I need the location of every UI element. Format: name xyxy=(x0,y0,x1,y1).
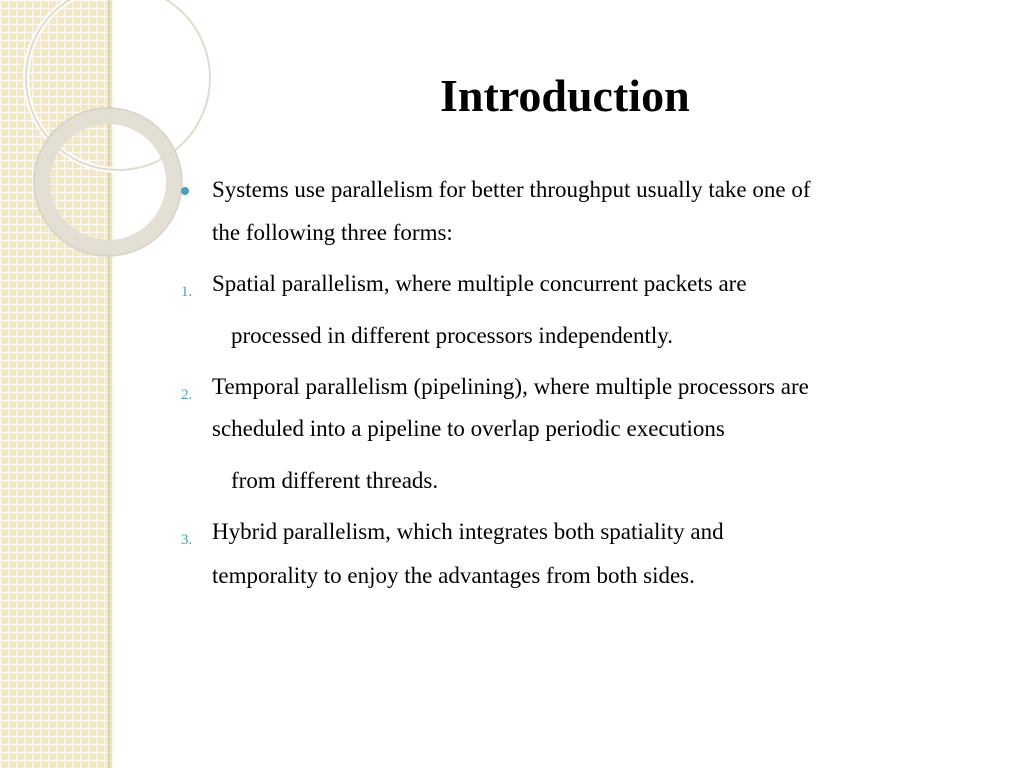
list-number: 3. xyxy=(181,532,193,548)
list-item-line: Temporal parallelism (pipelining), where multiple processors are xyxy=(212,374,809,399)
list-item-line: temporality to enjoy the advantages from both sides. xyxy=(212,563,695,588)
list-item-line: Spatial parallelism, where multiple concurrent packets are xyxy=(212,271,747,296)
bullet-icon xyxy=(181,187,189,195)
list-item-line: Hybrid parallelism, which integrates both spatiality and xyxy=(212,519,724,544)
list-number: 1. xyxy=(181,284,193,300)
list-item-line: processed in different processors independently. xyxy=(231,323,673,348)
list-item-line: from different threads. xyxy=(231,468,439,493)
bullet-line: the following three forms: xyxy=(212,220,453,245)
slide-title: Introduction xyxy=(440,70,690,121)
list-number: 2. xyxy=(181,387,193,403)
decorative-rings-icon xyxy=(0,0,140,260)
bullet-line: Systems use parallelism for better throughput usually take one of xyxy=(212,177,811,202)
list-item-line: scheduled into a pipeline to overlap periodic executions xyxy=(212,416,725,441)
